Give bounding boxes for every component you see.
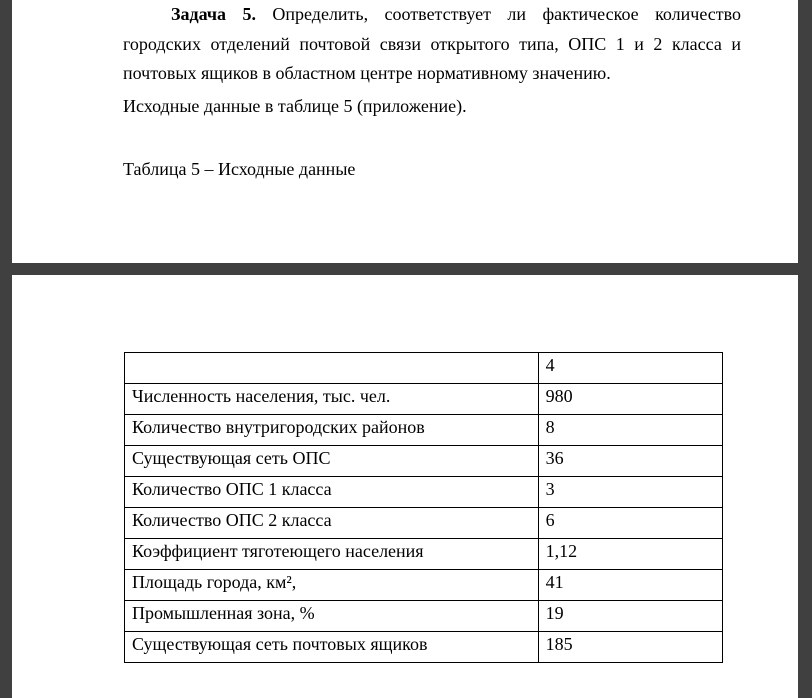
table-row xyxy=(125,601,723,632)
task-paragraph xyxy=(123,0,741,89)
document-page-2 xyxy=(12,275,798,698)
table-row xyxy=(125,415,723,446)
row-label: Промышленная зона, % xyxy=(125,601,539,632)
document-page-1 xyxy=(12,0,798,263)
row-label: Существующая сеть почтовых ящиков xyxy=(125,632,539,663)
header-value-cell: 4 xyxy=(538,353,722,384)
row-value: 6 xyxy=(538,508,722,539)
table-row xyxy=(125,477,723,508)
source-note: Исходные данные в таблице 5 (приложение). xyxy=(123,96,467,116)
table-row xyxy=(125,384,723,415)
table-row xyxy=(125,570,723,601)
table-row xyxy=(125,508,723,539)
table-caption: Таблица 5 – Исходные данные xyxy=(123,159,356,179)
row-value: 1,12 xyxy=(538,539,722,570)
row-label: Существующая сеть ОПС xyxy=(125,446,539,477)
row-value: 8 xyxy=(538,415,722,446)
table-row xyxy=(125,632,723,663)
task-label: Задача 5. xyxy=(171,4,256,24)
row-label: Количество ОПС 2 класса xyxy=(125,508,539,539)
row-value: 36 xyxy=(538,446,722,477)
row-value: 19 xyxy=(538,601,722,632)
table-header-row xyxy=(125,353,723,384)
table-row xyxy=(125,539,723,570)
row-value: 3 xyxy=(538,477,722,508)
row-value: 185 xyxy=(538,632,722,663)
task-text: Определить, соответствует ли фактическое количество городских отделений почтовой связи открытого типа, ОПС 1 и 2 класса и почтовых ящиков в областном центре нормативному значению. xyxy=(123,4,742,83)
row-label: Количество ОПС 1 класса xyxy=(125,477,539,508)
row-label: Количество внутригородских районов xyxy=(125,415,539,446)
source-data-table xyxy=(124,352,723,663)
row-value: 980 xyxy=(538,384,722,415)
table-row xyxy=(125,446,723,477)
row-value: 41 xyxy=(538,570,722,601)
row-label: Коэффициент тяготеющего населения xyxy=(125,539,539,570)
header-label-cell xyxy=(125,353,539,384)
row-label: Численность населения, тыс. чел. xyxy=(125,384,539,415)
row-label: Площадь города, км², xyxy=(125,570,539,601)
